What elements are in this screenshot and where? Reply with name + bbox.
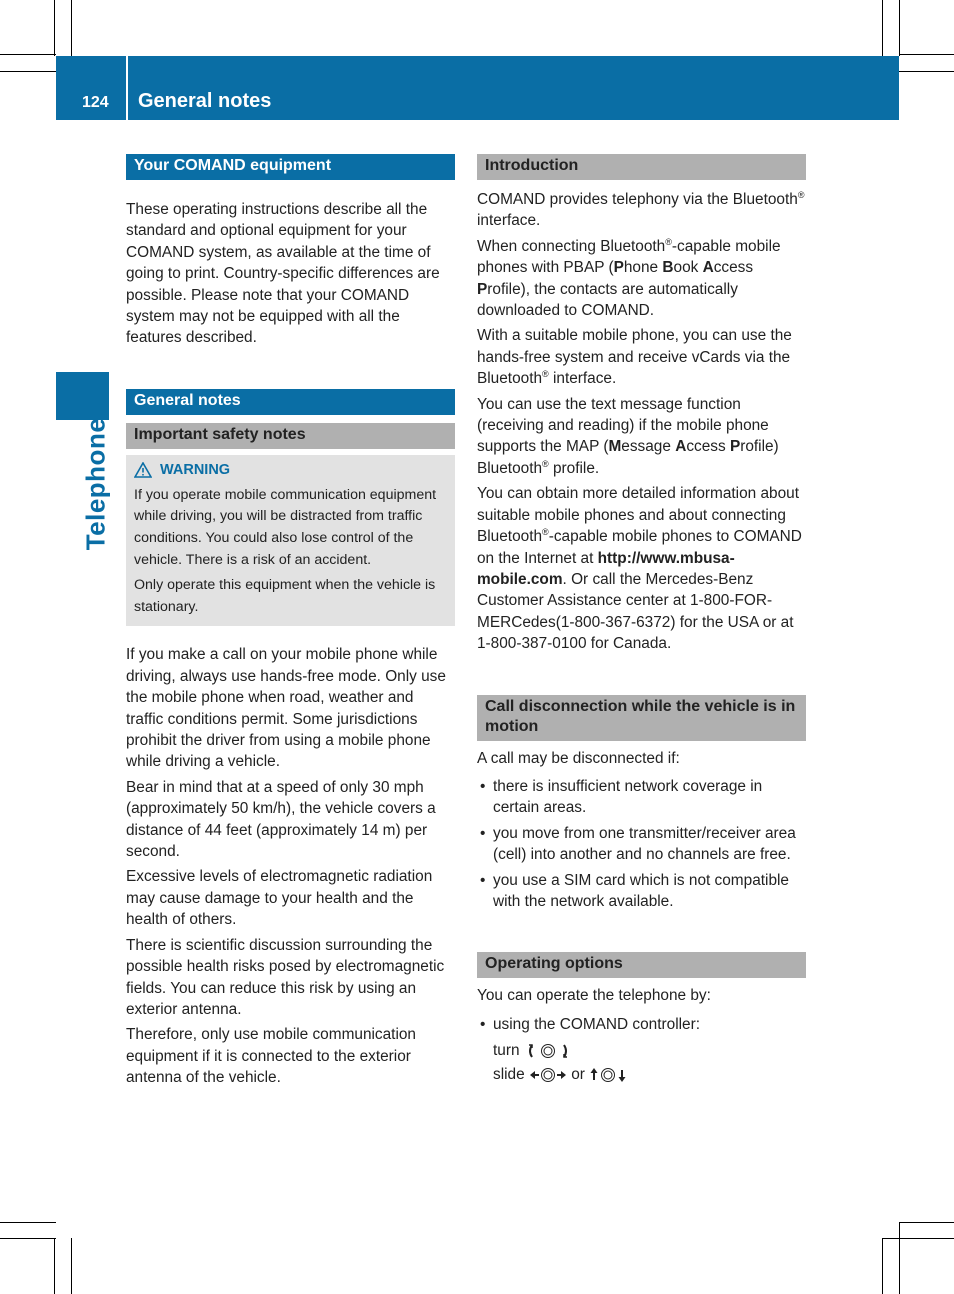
text: hone <box>623 259 663 277</box>
text: ook <box>673 259 703 277</box>
paragraph: Therefore, only use mobile communication equipment if it is connected to the exterior antenna of the vehicle. <box>126 1026 416 1087</box>
text: interface. <box>548 370 617 388</box>
warning-triangle-icon <box>134 462 152 478</box>
subsection-heading-safety: Important safety notes <box>126 423 455 449</box>
list-item: • you move from one transmitter/receiver area (cell) into another and no channels are free. <box>477 823 806 866</box>
section-heading-call-disconnection: Call disconnection while the vehicle is in motion <box>477 695 806 741</box>
disconnect-list <box>477 776 806 912</box>
crop-mark <box>899 1222 900 1294</box>
header-divider <box>126 56 128 120</box>
warning-text: If you operate mobile communication equipment while driving, you will be distracted from traffic conditions. You could also lose control of the vehicle. There is a risk of an accident. <box>134 486 437 568</box>
crop-mark <box>0 1238 56 1239</box>
text: You can use the text message function (receiving and reading) if the mobile phone supports the MAP ( <box>477 395 769 456</box>
text: P <box>729 438 741 456</box>
text: rofile) Bluetooth <box>477 438 779 477</box>
text: rofile), the contacts are automatically downloaded to COMAND. <box>477 280 738 320</box>
left-column <box>126 154 455 1089</box>
crop-mark <box>899 71 954 72</box>
text: M <box>608 438 622 456</box>
page-header <box>56 56 899 120</box>
crop-mark <box>899 0 900 56</box>
text: ccess <box>686 438 730 456</box>
text: essage <box>621 438 676 456</box>
text: interface. <box>477 212 541 230</box>
text: When connecting Bluetooth <box>477 237 666 255</box>
text: With a suitable mobile phone, you can use the hands-free system and receive vCards via the Bluetooth <box>477 327 792 388</box>
paragraph: A call may be disconnected if: <box>477 749 680 767</box>
crop-mark <box>54 0 55 56</box>
list-item: • there is insufficient network coverage in certain areas. <box>477 776 806 819</box>
warning-title <box>134 461 447 479</box>
warning-text: Only operate this equipment when the vehicle is stationary. <box>134 577 436 615</box>
paragraph: If you make a call on your mobile phone while driving, always use hands-free mode. Only use the mobile phone when road, weather and traffic conditions permit. Some jurisdictions prohibit the driver from using a mobile phone while driving a vehicle. <box>126 646 446 771</box>
text: ccess <box>713 259 754 277</box>
crop-mark <box>882 1238 954 1239</box>
crop-mark <box>71 0 72 56</box>
warning-box <box>126 455 455 627</box>
crop-mark <box>899 54 954 55</box>
text: . Or call the Mercedes-Benz Customer Assistance center at 1-800-FOR-MERCedes(1-800-367-6372) for the USA or at 1-800-387-0100 for Canada. <box>477 570 794 653</box>
paragraph: Excessive levels of electromagnetic radiation may cause damage to your health and the health of others. <box>126 868 433 929</box>
options-list <box>477 1014 806 1035</box>
right-column <box>477 154 806 1087</box>
registered-mark: ® <box>542 526 549 537</box>
text: You can obtain more detailed information about suitable mobile phones and about connecting Bluetooth <box>477 485 800 546</box>
website-link[interactable]: http://www.mbusa-mobile.com <box>477 549 735 588</box>
page-number: 124 <box>82 94 109 111</box>
paragraph: There is scientific discussion surrounding the possible health risks posed by electromagnetic fields. You can reduce this risk by using an exterior antenna. <box>126 936 445 1018</box>
text: -capable mobile phones with PBAP ( <box>477 237 781 277</box>
controller-turn-icon <box>524 1042 572 1060</box>
registered-mark: ® <box>665 236 672 247</box>
crop-mark <box>0 1222 56 1223</box>
text: profile. <box>548 459 600 477</box>
crop-mark <box>899 1222 954 1223</box>
crop-mark <box>71 1238 72 1294</box>
intro-paragraph <box>477 189 806 232</box>
section-heading-operating-options: Operating options <box>477 952 806 978</box>
section-heading-introduction: Introduction <box>477 154 806 180</box>
crop-mark <box>0 71 56 72</box>
controller-slide-horizontal-icon <box>529 1066 567 1084</box>
text: COMAND provides telephony via the Bluetooth <box>477 191 798 208</box>
intro-paragraph <box>477 394 806 480</box>
crop-mark <box>0 54 56 55</box>
list-item: • you use a SIM card which is not compatible with the network available. <box>477 870 806 913</box>
text: B <box>662 259 674 277</box>
text: A <box>675 438 687 456</box>
text: slide <box>493 1066 525 1084</box>
controller-slide-vertical-icon <box>589 1066 627 1084</box>
text: or <box>571 1066 585 1084</box>
equipment-text: These operating instructions describe all the standard and optional equipment for your COMAND system, as available at the time of going to print. Country-specific differences are possible. Please note that your COMAND system may not be equipped with all the features described. <box>126 201 440 347</box>
crop-mark <box>882 1238 883 1294</box>
page-title: General notes <box>138 90 272 112</box>
intro-paragraph <box>477 236 806 322</box>
controller-instructions <box>477 1039 806 1087</box>
text: P <box>477 280 488 298</box>
section-heading-general-notes: General notes <box>126 389 455 415</box>
crop-mark <box>882 0 883 56</box>
paragraph: You can operate the telephone by: <box>477 987 711 1005</box>
text: A <box>702 259 714 277</box>
section-heading-equipment: Your COMAND equipment <box>126 154 455 180</box>
text: -capable mobile phones to COMAND on the Internet at <box>477 528 802 567</box>
side-tab-label: Telephone <box>80 417 111 551</box>
registered-mark: ® <box>542 458 549 469</box>
intro-paragraph <box>477 325 806 389</box>
slide-instruction <box>493 1063 806 1087</box>
side-tab-marker <box>56 372 109 420</box>
paragraph: Bear in mind that at a speed of only 30 mph (approximately 50 km/h), the vehicle covers a distance of 44 feet (approximately 14 m) per second. <box>126 778 436 861</box>
registered-mark: ® <box>797 189 805 200</box>
intro-paragraph <box>477 483 806 654</box>
turn-instruction <box>493 1039 806 1063</box>
text: P <box>613 259 624 277</box>
text: turn <box>493 1042 520 1060</box>
crop-mark <box>54 1238 55 1294</box>
registered-mark: ® <box>542 369 549 380</box>
list-item: • using the COMAND controller: <box>477 1014 806 1035</box>
warning-label: WARNING <box>160 461 231 478</box>
